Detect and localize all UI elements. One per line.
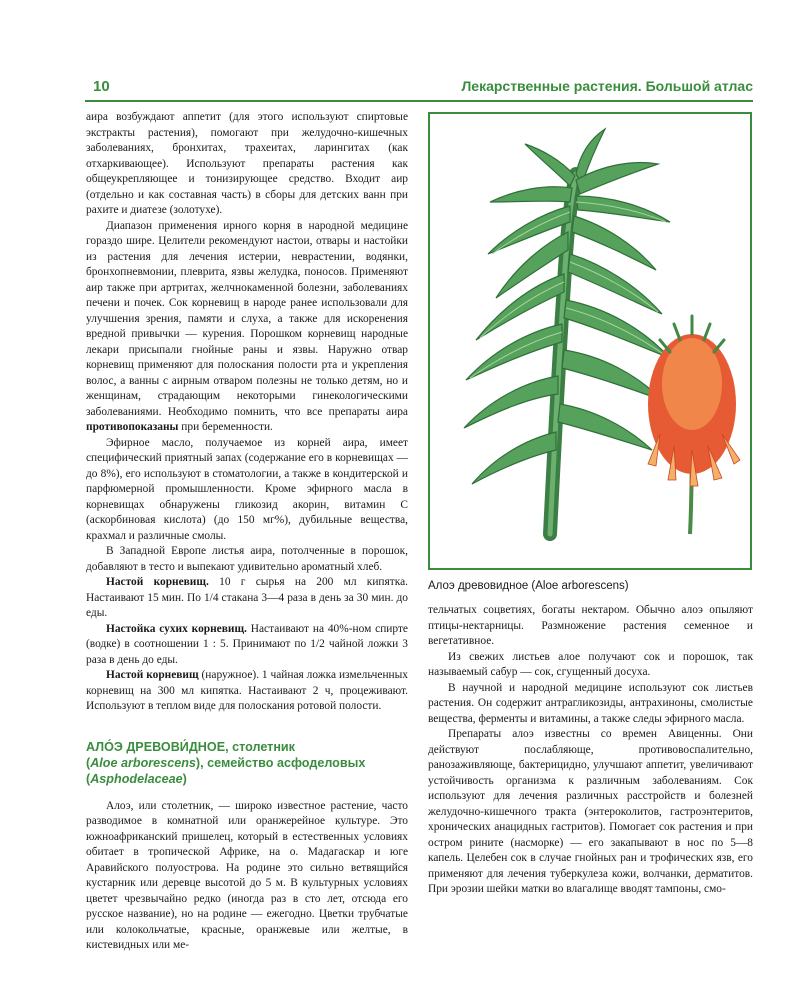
recipe-paragraph: Настой корневищ. 10 г сырья на 200 мл кипятка. Настаивают 15 мин. По 1/4 стакана 3—4 раза в день за 30 мин. до еды.	[86, 576, 409, 619]
figure-caption: Алоэ древовидное (Aloe arborescens)	[428, 580, 629, 592]
page-header	[85, 66, 753, 106]
paragraph: аира возбуждают аппетит (для этого используют спиртовые экстракты растения), помогают при желудочно-кишечных заболеваниях, бронхитах, трахеитах, ларингитах (как отхаркивающее). Используют препараты растения как общеукрепляющее и тонизирующее средство. Входит аир (отдельно и как составная часть) в сборы для детских ванн при рахите и диатезе (золотухе).	[86, 111, 408, 216]
paragraph: Из свежих листьев алое получают сок и порошок, так называемый сабур — сок, сгущенный досуха.	[428, 650, 753, 678]
paragraph: тельчатых соцветиях, богаты нектаром. Обычно алоэ опыляют птицы-нектарницы. Размножение растения семенное и вегетативное.	[428, 604, 753, 647]
contraindication-bold: противопоказаны	[86, 421, 179, 433]
running-title: Лекарственные растения. Большой атлас	[461, 78, 753, 94]
paragraph: Эфирное масло, получаемое из корней аира, имеет специфический приятный запах (содержание его в корневищах — до 8%), его используют в стоматологии, а также в кондитерской и парфюмерной промышленности. Кроме эфирного масла в корневищах обнаружены гликозид акорин, витамин С (аскорбиновая кислота) (до 150 мг%), дубильные вещества, крахмал и различные смолы.	[86, 436, 408, 542]
right-column	[428, 603, 753, 898]
figure-frame	[428, 112, 752, 570]
paragraph: Алоэ, или столетник, — широко известное растение, часто разводимое в комнатной или оранжерейное культуре. Это южноафриканский пришелец, который в естественных условиях обитает в тропической Африке, на о. Мадагаскар и юге Аравийского полуострова. На родине это сильно ветвящийся кустарник или деревце высотой до 5 м. В культурных условиях цветет чрезвычайно редко (иногда раз в сто лет, отсюда его русское название), но на родине — ежегодно. Цветки трубчатые или колокольчатые, красные, оранжевые или желтые, в кистевидных или ме-	[86, 799, 408, 951]
page-number: 10	[93, 78, 110, 95]
aloe-plant-illustration-icon	[430, 114, 750, 568]
paragraph: В научной и народной медицине используют сок листьев растения. Он содержит антрагликозиды, антрахиноны, смолистые вещества, ферменты и витамины, а также следы эфирного масла.	[428, 681, 753, 725]
recipe-paragraph: Настойка сухих корневищ. Настаивают на 40%-ном спирте (водке) в соотношении 1 : 5. Принимают по 1/2 чайной ложки 3 раза в день до еды.	[86, 622, 408, 666]
header-rule	[85, 100, 753, 102]
section-heading: АЛО́Э ДРЕВОВИ́ДНОЕ, столетник (Aloe arborescens), семейство асфоделовых (Asphodelaceae)	[86, 739, 366, 786]
left-column	[86, 110, 408, 954]
paragraph: Диапазон применения ирного корня в народной медицине гораздо шире. Целители рекомендуют настои, отвары и настойки из растения для лечения истерии, неврастении, водянки, бронхопневмонии, плеврита, язвы желудка, поносов. Применяют аир также при артритах, желчнокаменной болезни, заболеваниях печени и почек. Сок корневищ в народе ранее использовали для улучшения зрения, памяти и слуха, а также для искоренения вредной привычки — курения. Порошком корневищ народные лекари присыпали гнойные раны и язвы. Наружно отвар корневищ применяют для полоскания полости рта и укрепления волос, а ванны с аирным отваром полезны не только детям, но и женщинам, страдающим некоторыми гинекологическими заболеваниями. Необходимо помнить, что все препараты аира противопоказаны при беременности.	[86, 219, 408, 433]
recipe-paragraph: Настой корневищ (наружное). 1 чайная ложка измельченных корневищ на 300 мл кипятка. Настаивают 2 ч, процеживают. Используют в теплом виде для полоскания ротовой полости.	[86, 669, 408, 712]
paragraph: В Западной Европе листья аира, потолченные в порошок, добавляют в тесто и выпекают удивительно ароматный хлеб.	[86, 545, 408, 573]
paragraph: Препараты алоэ известны со времен Авиценны. Они действуют послабляюще, противовоспалительно, ранозаживляюще, бактерицидно, улучшают аппетит, увеличивают устойчивость организма к различным заболеваниям. Сок используют для лечения различных расстройств и болезней желудочно-кишечного тракта (энтероколитов, гастроэнтеритов, хронических анацидных гастритов). Помогает сок растения и при остром рините (насморке) — его закапывают в нос по 5—8 капель. Целебен сок в случае гнойных ран и трофических язв, его применяют для лечения туберкулеза кожи, волчанки, дерматитов. При эрозии шейки матки во влагалище вводят тампоны, смо-	[428, 728, 753, 895]
